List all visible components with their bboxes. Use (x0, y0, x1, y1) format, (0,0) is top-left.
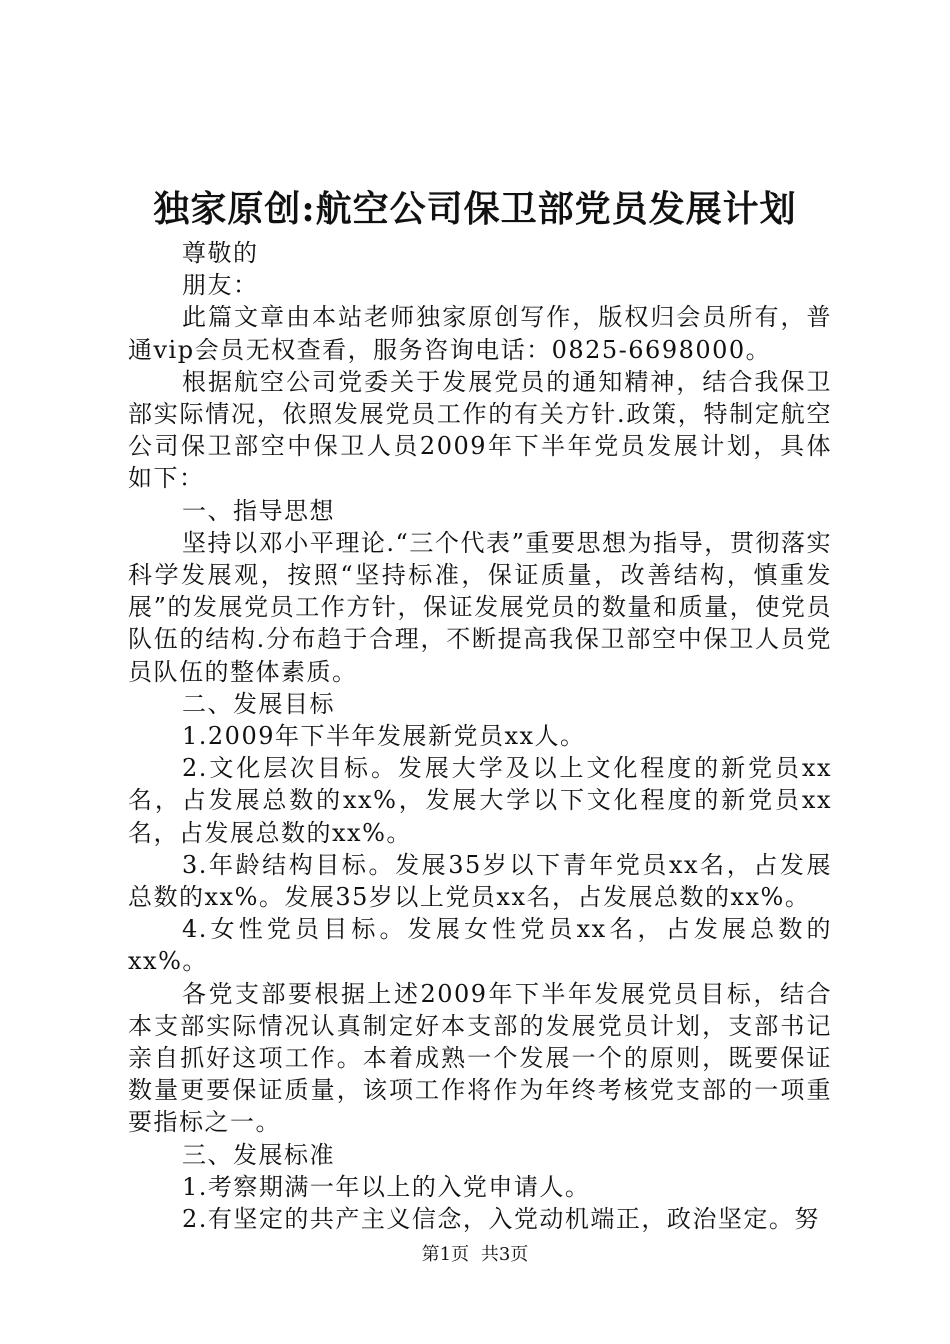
branch-requirement-paragraph: 各党支部要根据上述2009年下半年发展党员目标，结合本支部实际情况认真制定好本支部的发展党员计划，支部书记亲自抓好这项工作。本着成熟一个发展一个的原则，既要保证数量更要保证质量，该项工作将作为年终考核党支部的一项重要指标之一。 (128, 979, 832, 1137)
intro-paragraph: 根据航空公司党委关于发展党员的通知精神，结合我保卫部实际情况，依照发展党员工作的有关方针.政策，特制定航空公司保卫部空中保卫人员2009年下半年党员发展计划，具体如下： (128, 367, 832, 493)
page-total: 共3页 (480, 1244, 529, 1265)
page-number: 第1页 (421, 1244, 470, 1265)
salutation-line-1: 尊敬的 (182, 239, 259, 267)
guiding-thought-paragraph: 坚持以邓小平理论.“三个代表”重要思想为指导，贯彻落实科学发展观，按照“坚持标准，保证质量，改善结构，慎重发展”的发展党员工作方针，保证发展党员的数量和质量，使党员队伍的结构.分布趋于合理，不断提高我保卫部空中保卫人员党员队伍的整体素质。 (128, 528, 832, 686)
standard-item-1: 1.考察期满一年以上的入党申请人。 (182, 1172, 591, 1201)
salutation-line-2: 朋友： (182, 271, 259, 300)
standard-item-2: 2.有坚定的共产主义信念，入党动机端正，政治坚定。努 (182, 1205, 820, 1234)
copyright-notice: 此篇文章由本站老师独家原创写作，版权归会员所有，普通vip会员无权查看，服务咨询电话：0825-6698000。 (128, 303, 832, 364)
goal-item-3: 3.年龄结构目标。发展35岁以下青年党员xx名，占发展总数的xx%。发展35岁以上党员xx名，占发展总数的xx%。 (128, 850, 832, 912)
page-footer (0, 1243, 950, 1267)
section-heading-guiding-thought: 一、指导思想 (182, 496, 335, 525)
goal-item-4: 4.女性党员目标。发展女性党员xx名，占发展总数的xx%。 (128, 915, 832, 976)
document-body (128, 237, 832, 1235)
goal-item-1: 1.2009年下半年发展新党员xx人。 (182, 722, 586, 751)
document-title: 独家原创:航空公司保卫部党员发展计划 (153, 188, 797, 230)
section-heading-standards: 三、发展标准 (182, 1140, 335, 1169)
goal-item-2: 2.文化层次目标。发展大学及以上文化程度的新党员xx名，占发展总数的xx%，发展大学以下文化程度的新党员xx名，占发展总数的xx%。 (128, 754, 832, 847)
section-heading-goals: 二、发展目标 (182, 689, 335, 718)
